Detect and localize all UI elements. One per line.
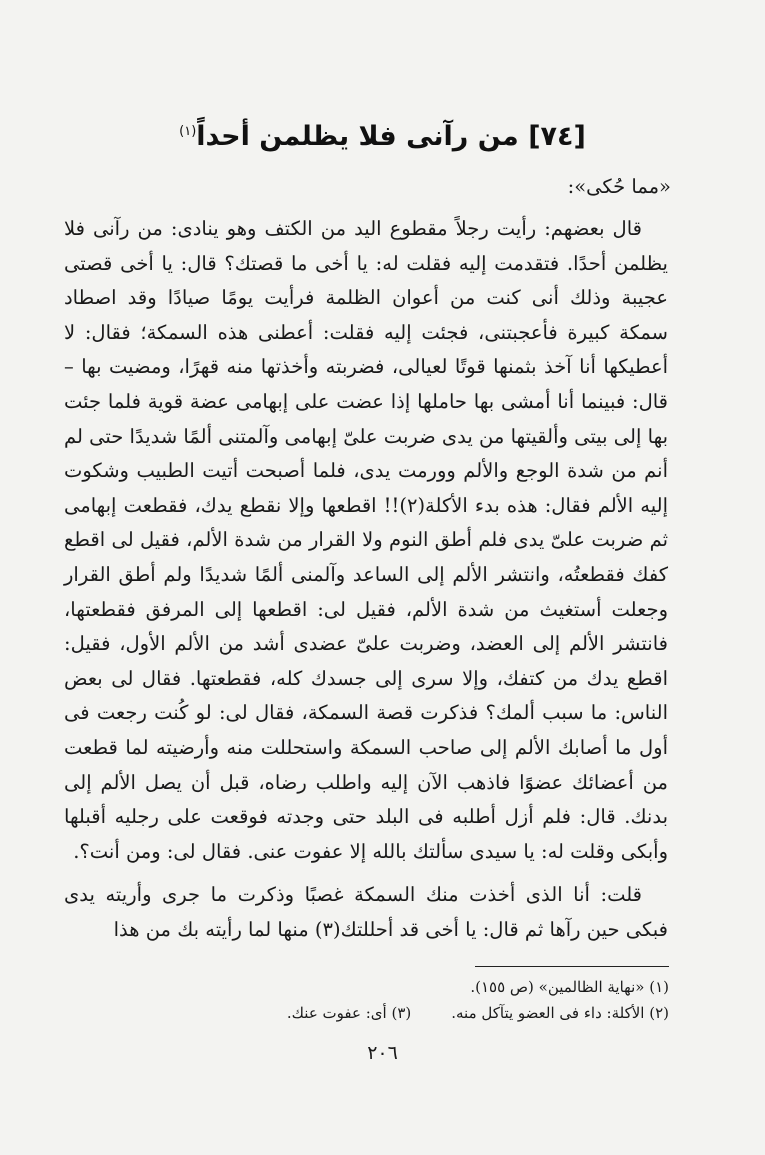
footnotes <box>109 974 669 1026</box>
story-paragraph-2: قلت: أنا الذى أخذت منك السمكة غصبًا وذكرت ما جرى وأريته يدى فبكى حين رآها ثم قال: يا أخى قد أحللتك(٣) منها لما رأيته بك من هذا <box>64 883 668 941</box>
heading-footnote-ref: (١) <box>179 124 197 139</box>
footnote-1: (١) «نهاية الظالمين» (ص ١٥٥). <box>470 978 669 996</box>
heading-text: من رآنى فلا يظلمن أحداً <box>196 121 519 152</box>
chapter-heading <box>0 112 765 157</box>
footnote-2: (٢) الأكلة: داء فى العضو يتآكل منه. <box>451 1004 669 1022</box>
page-number: ٢٠٦ <box>367 1042 398 1064</box>
intro-line: «مما حُكى»: <box>567 175 671 198</box>
story-paragraph-1: قال بعضهم: رأيت رجلاً مقطوع اليد من الكتف وهو ينادى: من رآنى فلا يظلمن أحدًا. فتقدمت إليه فقلت له: يا أخى ما قصتك؟ قال: يا أخى قصتى عجيبة وذلك أنى كنت من أعوان الظلمة فرأيت يومًا صيادًا وقد اصطاد سمكة كبيرة فأعجبتنى، فجئت إليه فقلت: أعطنى هذه السمكة؛ فقال: لا أعطيكها أنا آخذ بثمنها قوتًا لعيالى، فضربته وأخذتها منه قهرًا، ومضيت بها – قال: فبينما أنا أمشى بها حاملها إذا عضت على إبهامى عضة قوية فلما جئت بها إلى بيتى وألقيتها من يدى ضربت علىّ إبهامى وآلمتنى ألمًا شديدًا حتى لم أنم من شدة الوجع والألم وورمت يدى، فلما أصبحت أتيت الطبيب وشكوت إليه الألم فقال: هذه بدء الأكلة(٢)!! اقطعها وإلا نقطع يدك، فقطعت إبهامى ثم ضربت علىّ يدى فلم أطق النوم ولا القرار من شدة الألم، فقيل لى اقطع كفك فقطعتُه، وانتشر الألم إلى الساعد وآلمنى ألمًا شديدًا ولم أطق القرار وجعلت أستغيث من شدة الألم، فقيل لى: اقطعها إلى المرفق فقطعتها، فانتشر الألم إلى العضد، وضربت علىّ عضدى أشد من الألم الأول، فقيل: اقطع يدك من كتفك، وإلا سرى إلى جسدك كله، فقطعتها. فقال لى بعض الناس: ما سبب ألمك؟ فذكرت قصة السمكة، فقال لى: لو كُنت رجعت فى أول ما أصابك الألم إلى صاحب السمكة واستحللت منه وأرضيته لما قطعت من أعضائك عضوًا فاذهب الآن إليه واطلب رضاه، قبل أن يصل الألم إلى بدنك. قال: فلم أزل أطلبه فى البلد حتى وجدته فوقعت على رجليه أقبلها وأبكى وقلت له: يا سيدى سألتك بالله إلا عفوت عنى. فقال لى: ومن أنت؟. <box>64 217 669 863</box>
footnote-3: (٣) أى: عفوت عنك. <box>286 1004 412 1022</box>
footnote-divider <box>475 966 669 967</box>
footnote-row <box>109 1000 669 1026</box>
heading-number: [٧٤] <box>528 121 586 152</box>
